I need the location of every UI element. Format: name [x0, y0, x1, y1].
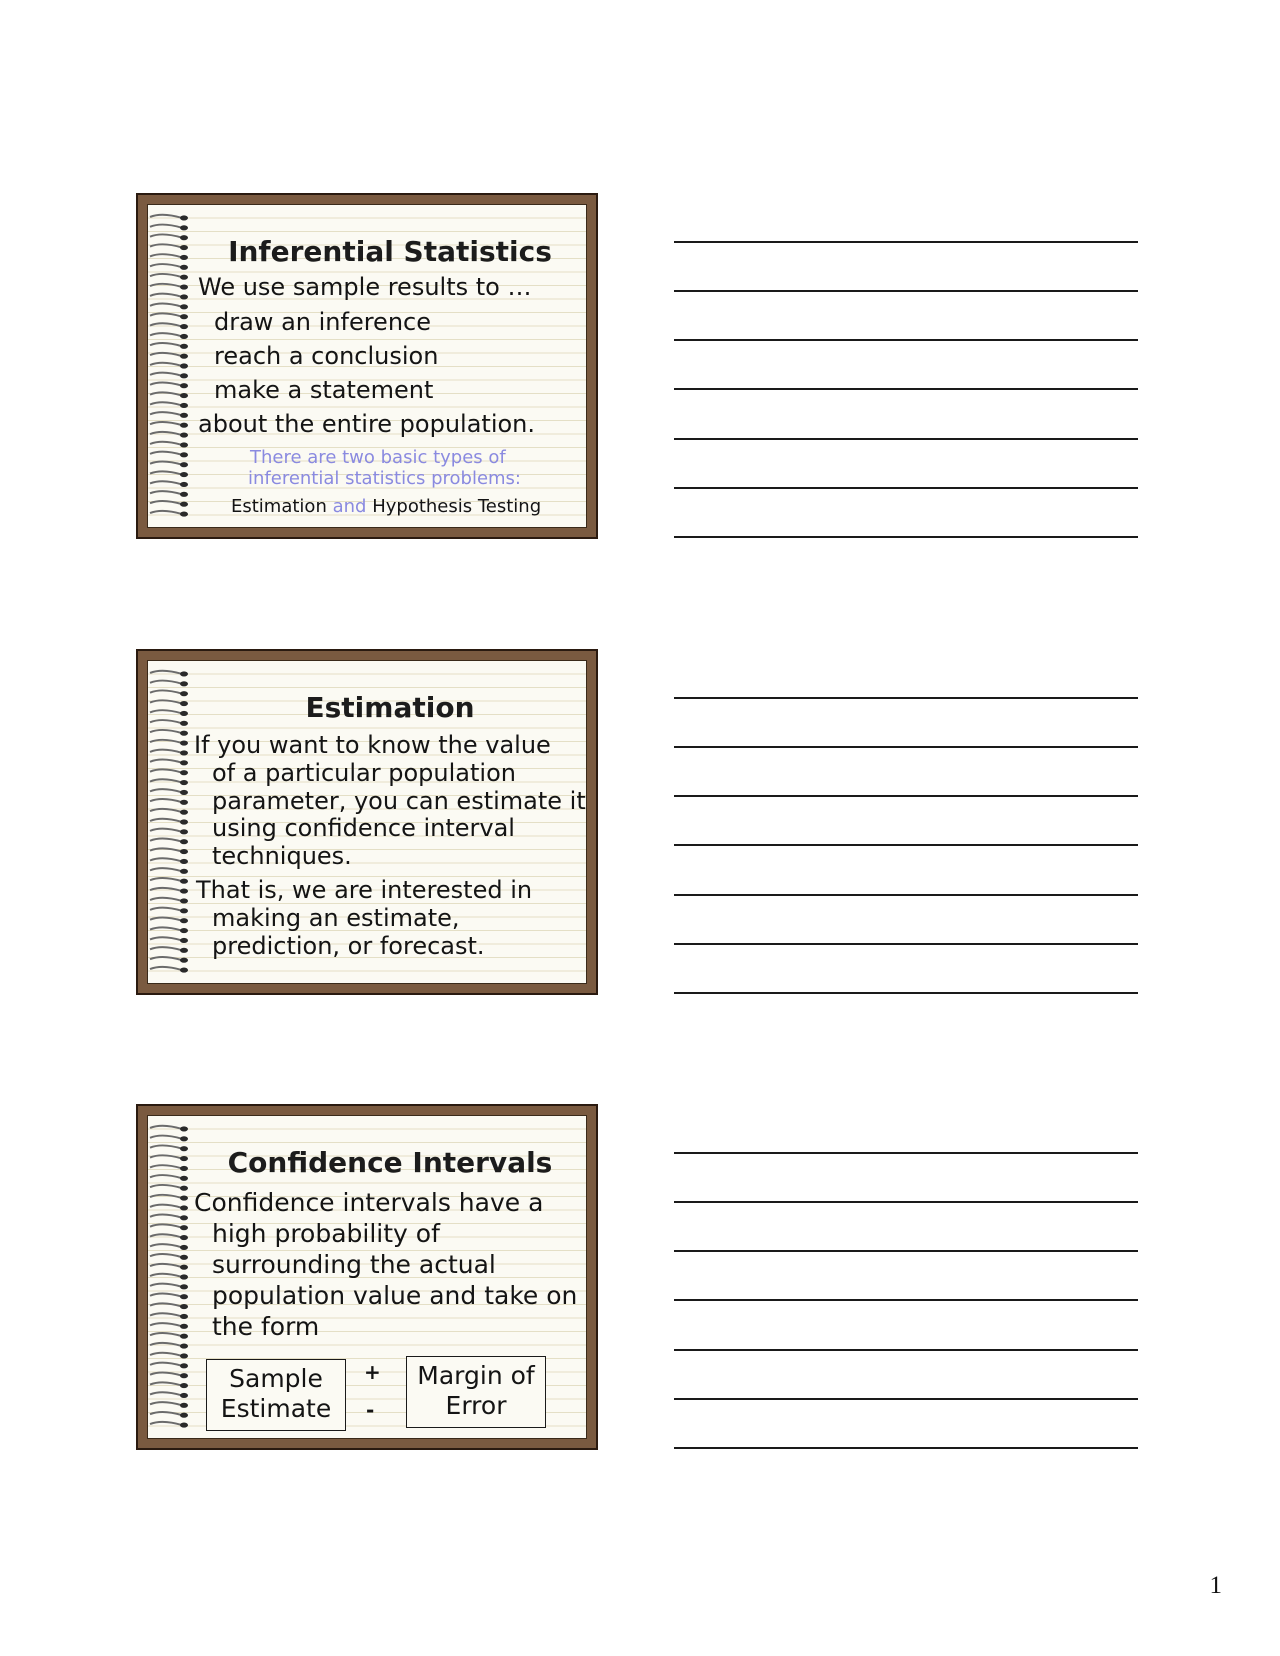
note-rule [674, 697, 1138, 699]
note-line: There are two basic types of [250, 447, 506, 468]
slide-paper [147, 660, 587, 984]
note-rule [674, 1250, 1138, 1252]
spiral-binding-icon [148, 213, 194, 519]
note-rule [674, 1299, 1138, 1301]
type-joiner: and [332, 496, 367, 517]
note-rule [674, 241, 1138, 243]
note-rule [674, 339, 1138, 341]
note-rule [674, 844, 1138, 846]
slide-line: using confidence interval [212, 814, 515, 842]
page-number: 1 [1209, 1572, 1222, 1599]
slide-line: That is, we are interested in [196, 876, 533, 904]
slide-line: the form [212, 1312, 320, 1341]
slide-paper [147, 1115, 587, 1439]
slide-line: If you want to know the value [194, 731, 551, 759]
slide-confidence-intervals [136, 1104, 598, 1450]
slide-title: Confidence Intervals [227, 1146, 553, 1179]
box-line: Sample [229, 1364, 323, 1393]
slide-line: prediction, or forecast. [212, 932, 485, 960]
box-line: Error [445, 1391, 507, 1420]
spiral-binding-icon [148, 669, 194, 975]
note-rule [674, 290, 1138, 292]
note-line: inferential statistics problems: [248, 468, 521, 489]
slide-line: Confidence intervals have a [194, 1188, 544, 1217]
box-line: Margin of [417, 1361, 535, 1390]
slide-line: parameter, you can estimate it [212, 787, 586, 815]
slide-line: population value and take on [212, 1281, 578, 1310]
slide-line: draw an inference [214, 308, 431, 336]
sample-estimate-box [206, 1359, 346, 1431]
slide-line: We use sample results to … [198, 273, 532, 301]
slide-title: Inferential Statistics [228, 235, 552, 268]
note-rule [674, 388, 1138, 390]
note-rule [674, 1447, 1138, 1449]
note-rule [674, 746, 1138, 748]
slide-estimation [136, 649, 598, 995]
slide-line: reach a conclusion [214, 342, 439, 370]
note-rule [674, 487, 1138, 489]
slide-line: of a particular population [212, 759, 516, 787]
note-rule [674, 438, 1138, 440]
box-line: Estimate [220, 1394, 332, 1423]
note-rule [674, 992, 1138, 994]
note-rule [674, 943, 1138, 945]
slide-line: surrounding the actual [212, 1250, 496, 1279]
spiral-binding-icon [148, 1124, 194, 1430]
slide-paper [147, 204, 587, 528]
slide-line: high probability of [212, 1219, 440, 1248]
slide-title: Estimation [305, 691, 475, 724]
minus-sign: - [366, 1398, 375, 1422]
note-rule [674, 795, 1138, 797]
slide-line: making an estimate, [212, 904, 460, 932]
note-rule [674, 1201, 1138, 1203]
slide-line: techniques. [212, 842, 352, 870]
type-hypothesis-testing: Hypothesis Testing [372, 496, 542, 517]
note-rule [674, 1152, 1138, 1154]
note-rule [674, 1398, 1138, 1400]
note-rule [674, 894, 1138, 896]
margin-of-error-box [406, 1356, 546, 1428]
slide-inferential-statistics [136, 193, 598, 539]
plus-sign: + [364, 1360, 381, 1384]
note-rule [674, 1349, 1138, 1351]
problem-types [231, 496, 541, 517]
note-rule [674, 536, 1138, 538]
slide-line: make a statement [214, 376, 434, 404]
type-estimation: Estimation [231, 496, 327, 517]
slide-line: about the entire population. [198, 410, 536, 438]
